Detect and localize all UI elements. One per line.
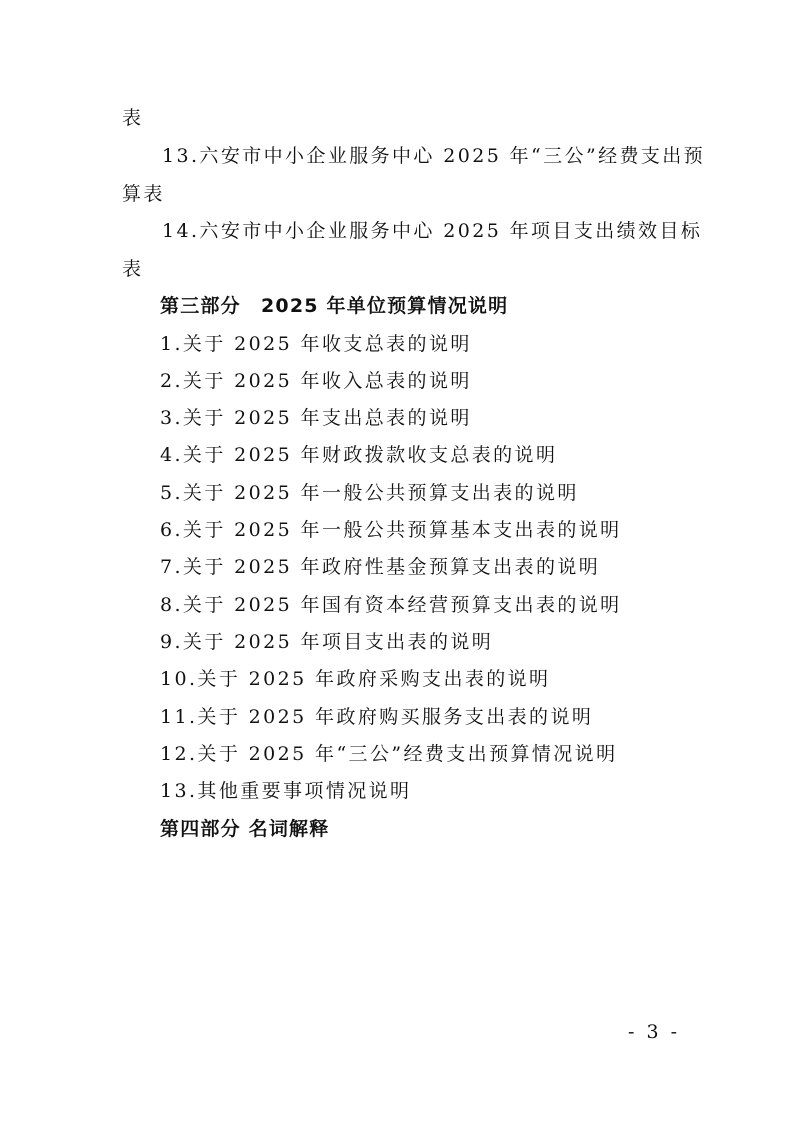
toc-item-2: 2.关于 2025 年收入总表的说明 (160, 370, 472, 392)
toc-item-14: 14.六安市中小企业服务中心 2025 年项目支出绩效目标 (162, 220, 703, 242)
toc-item-10: 10.关于 2025 年政府采购支出表的说明 (160, 668, 551, 690)
section-heading-part-three: 第三部分 2025 年单位预算情况说明 (160, 295, 509, 317)
toc-item-7: 7.关于 2025 年政府性基金预算支出表的说明 (160, 556, 601, 578)
toc-item-6: 6.关于 2025 年一般公共预算基本支出表的说明 (160, 519, 622, 541)
toc-continuation-line: 表 (122, 107, 144, 129)
toc-item-5: 5.关于 2025 年一般公共预算支出表的说明 (160, 482, 579, 504)
toc-item-12: 12.关于 2025 年“三公”经费支出预算情况说明 (160, 743, 618, 765)
toc-item-1: 1.关于 2025 年收支总表的说明 (160, 333, 472, 355)
toc-item-13-other: 13.其他重要事项情况说明 (160, 780, 412, 802)
section-heading-part-four: 第四部分 名词解释 (160, 818, 330, 840)
toc-item-8: 8.关于 2025 年国有资本经营预算支出表的说明 (160, 594, 622, 616)
toc-item-4: 4.关于 2025 年财政拨款收支总表的说明 (160, 444, 558, 466)
toc-item-3: 3.关于 2025 年支出总表的说明 (160, 407, 472, 429)
toc-item-9: 9.关于 2025 年项目支出表的说明 (160, 631, 494, 653)
toc-item-14-continuation: 表 (122, 258, 144, 280)
page-number: - 3 - (628, 1021, 681, 1043)
toc-item-13: 13.六安市中小企业服务中心 2025 年“三公”经费支出预 (162, 145, 706, 167)
toc-item-11: 11.关于 2025 年政府购买服务支出表的说明 (160, 706, 594, 728)
toc-item-13-continuation: 算表 (122, 183, 165, 205)
